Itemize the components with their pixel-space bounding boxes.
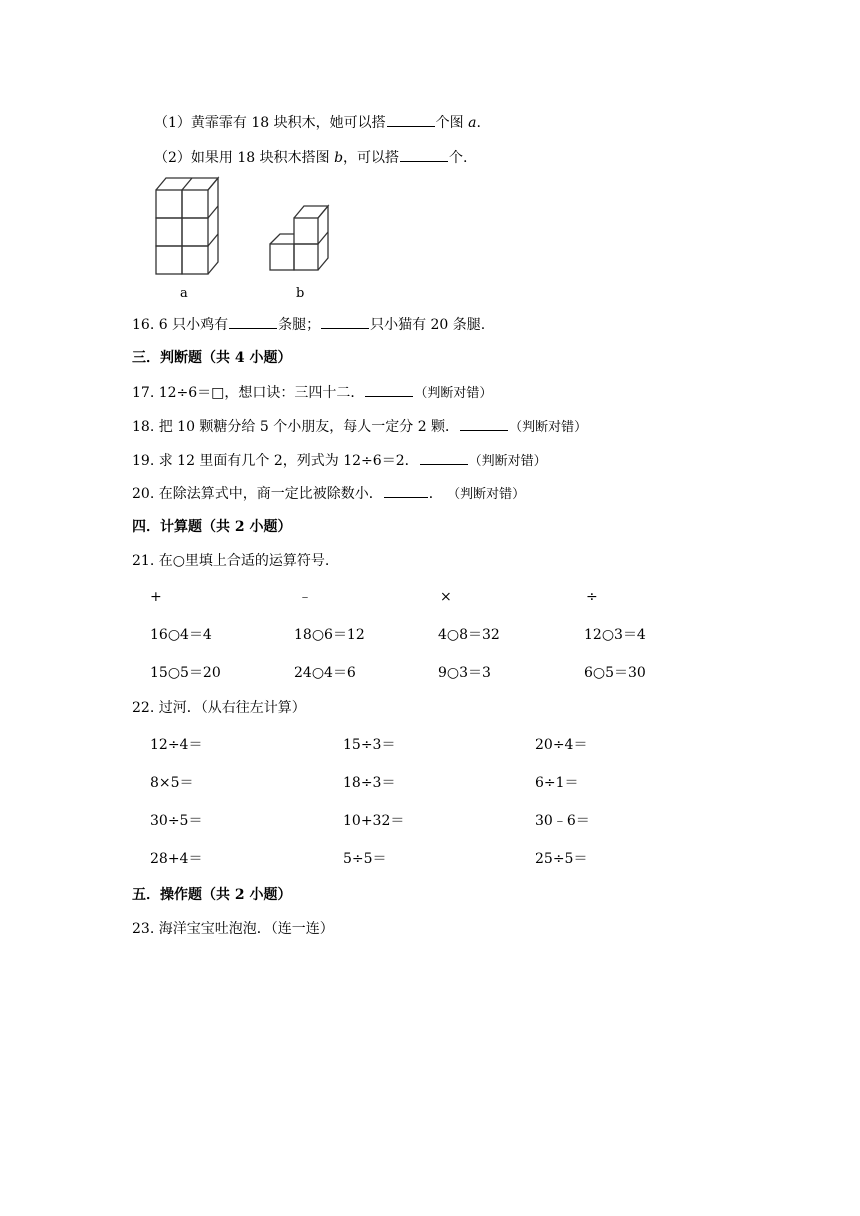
answer-blank[interactable] [321,314,369,329]
sub-question-2-text: （2）如果用 18 块积木搭图 [154,150,335,166]
question-19: 19. 求 12 里面有几个 2，列式为 12÷6＝2． （判断对错） [132,450,547,472]
equation-cell[interactable]: 12○3＝4 [584,627,646,643]
operator-plus: + [150,589,162,605]
section-heading-5: 五．操作题（共 2 小题） [132,887,292,903]
answer-blank[interactable] [365,382,413,397]
calc-cell[interactable]: 28+4＝ [150,851,203,867]
sub-question-1-text: （1）黄霏霏有 18 块积木，她可以搭 [154,115,386,131]
calc-cell[interactable]: 6÷1＝ [535,775,579,791]
answer-blank[interactable] [460,416,508,431]
operator-times: × [440,589,452,605]
sub-question-1: （1）黄霏霏有 18 块积木，她可以搭 个图 a. [154,112,481,133]
answer-blank[interactable] [229,314,277,329]
question-17: 17. 12÷6＝□，想口诀：三四十二． （判断对错） [132,382,492,404]
operator-divide: ÷ [586,589,598,605]
equation-cell[interactable]: 18○6＝12 [294,627,365,643]
question-16: 16. 6 只小鸡有 条腿； 只小猫有 20 条腿. [132,314,485,335]
question-21: 21. 在○里填上合适的运算符号. [132,553,330,569]
calc-cell[interactable]: 30﹣6＝ [535,813,590,829]
calc-cell[interactable]: 5÷5＝ [343,851,387,867]
equation-cell[interactable]: 24○4＝6 [294,665,356,681]
equation-cell[interactable]: 16○4＝4 [150,627,212,643]
equation-cell[interactable]: 4○8＝32 [438,627,500,643]
answer-blank[interactable] [420,450,468,465]
question-22: 22. 过河．（从右往左计算） [132,700,306,716]
equation-cell[interactable]: 6○5＝30 [584,665,646,681]
section-heading-3: 三．判断题（共 4 小题） [132,350,292,366]
answer-blank[interactable] [387,112,435,127]
question-23: 23. 海洋宝宝吐泡泡．（连一连） [132,921,334,937]
blocks-figure [150,172,336,304]
calc-cell[interactable]: 18÷3＝ [343,775,396,791]
calc-cell[interactable]: 30÷5＝ [150,813,203,829]
figure-label-a: a [180,286,188,301]
figure-label-b: b [296,286,305,301]
calc-cell[interactable]: 20÷4＝ [535,737,588,753]
section-heading-4: 四．计算题（共 2 小题） [132,519,292,535]
question-18: 18. 把 10 颗糖分给 5 个小朋友，每人一定分 2 颗． （判断对错） [132,416,587,438]
answer-blank[interactable] [400,147,448,162]
calc-cell[interactable]: 25÷5＝ [535,851,588,867]
calc-cell[interactable]: 10+32＝ [343,813,405,829]
calc-cell[interactable]: 15÷3＝ [343,737,396,753]
question-20: 20. 在除法算式中，商一定比被除数小． ． （判断对错） [132,483,525,505]
calc-cell[interactable]: 12÷4＝ [150,737,203,753]
operator-minus: ﹣ [298,589,312,605]
calc-cell[interactable]: 8×5＝ [150,775,194,791]
sub-question-2: （2）如果用 18 块积木搭图 b，可以搭 个. [154,147,468,168]
answer-blank[interactable] [384,483,428,498]
equation-cell[interactable]: 9○3＝3 [438,665,491,681]
equation-cell[interactable]: 15○5＝20 [150,665,221,681]
